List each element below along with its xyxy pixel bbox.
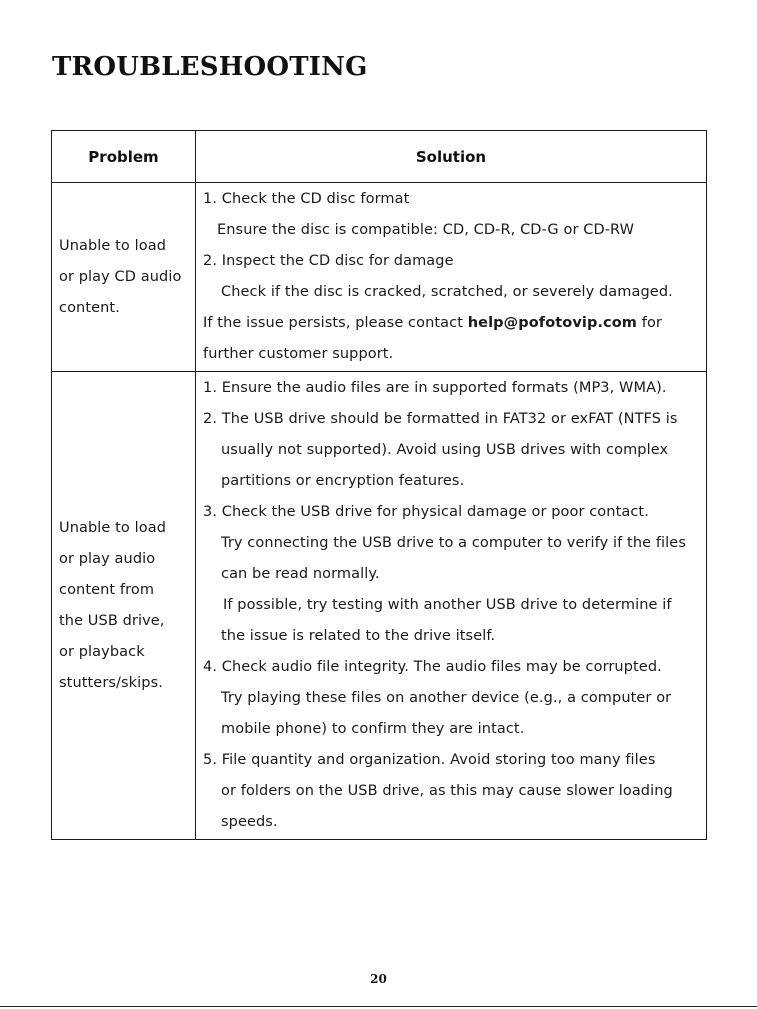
solution-line: can be read normally. [221, 566, 380, 582]
contact-suffix: for [637, 315, 662, 331]
problem-line: or playback [59, 643, 145, 660]
solution-line: or folders on the USB drive, as this may cause slower loading [221, 783, 673, 799]
solution-line: 3. Check the USB drive for physical damage or poor contact. [203, 504, 649, 520]
solution-line: Ensure the disc is compatible: CD, CD-R, CD-G or CD-RW [217, 222, 635, 238]
solution-line: further customer support. [203, 346, 394, 362]
solution-line: 1. Ensure the audio files are in supported formats (MP3, WMA). [203, 380, 667, 396]
page-number: 20 [370, 972, 387, 986]
problem-cell [52, 372, 196, 840]
problem-line: Unable to load [59, 519, 167, 536]
solution-line: 4. Check audio file integrity. The audio files may be corrupted. [203, 659, 662, 675]
solution-line-contact [203, 308, 706, 339]
solution-line: Try playing these files on another device (e.g., a computer or [221, 690, 672, 706]
support-email-link[interactable]: help@pofotovip.com [467, 315, 638, 331]
solution-line: speeds. [221, 814, 278, 830]
problem-line: Unable to load [59, 237, 167, 254]
solution-line: mobile phone) to confirm they are intact. [221, 721, 525, 737]
problem-line: or play CD audio [59, 268, 182, 285]
solution-cell [196, 372, 707, 840]
solution-line: partitions or encryption features. [221, 473, 465, 489]
solution-line: usually not supported). Avoid using USB drives with complex [221, 442, 669, 458]
problem-cell [52, 183, 196, 372]
table-header-row [52, 131, 707, 183]
problem-line: stutters/skips. [59, 674, 163, 691]
bottom-divider [0, 1006, 757, 1007]
solution-line: 5. File quantity and organization. Avoid storing too many files [203, 752, 656, 768]
table-row [52, 183, 707, 372]
contact-prefix: If the issue persists, please contact [203, 315, 468, 331]
problem-line: or play audio [59, 550, 156, 567]
troubleshooting-table [51, 130, 707, 840]
problem-line: content from [59, 581, 155, 598]
solution-line: 2. The USB drive should be formatted in FAT32 or exFAT (NTFS is [203, 411, 678, 427]
problem-line: content. [59, 299, 120, 316]
solution-line: If possible, try testing with another USB drive to determine if [223, 597, 672, 613]
solution-line: Try connecting the USB drive to a computer to verify if the files [221, 535, 686, 551]
solution-line: the issue is related to the drive itself. [221, 628, 496, 644]
page-title: TROUBLESHOOTING [52, 52, 368, 82]
table-row [52, 372, 707, 840]
header-solution: Solution [196, 131, 707, 183]
problem-line: the USB drive, [59, 612, 165, 629]
header-problem: Problem [52, 131, 196, 183]
solution-line: 1. Check the CD disc format [203, 191, 410, 207]
solution-line: 2. Inspect the CD disc for damage [203, 253, 454, 269]
solution-cell [196, 183, 707, 372]
solution-line: Check if the disc is cracked, scratched, or severely damaged. [221, 284, 673, 300]
